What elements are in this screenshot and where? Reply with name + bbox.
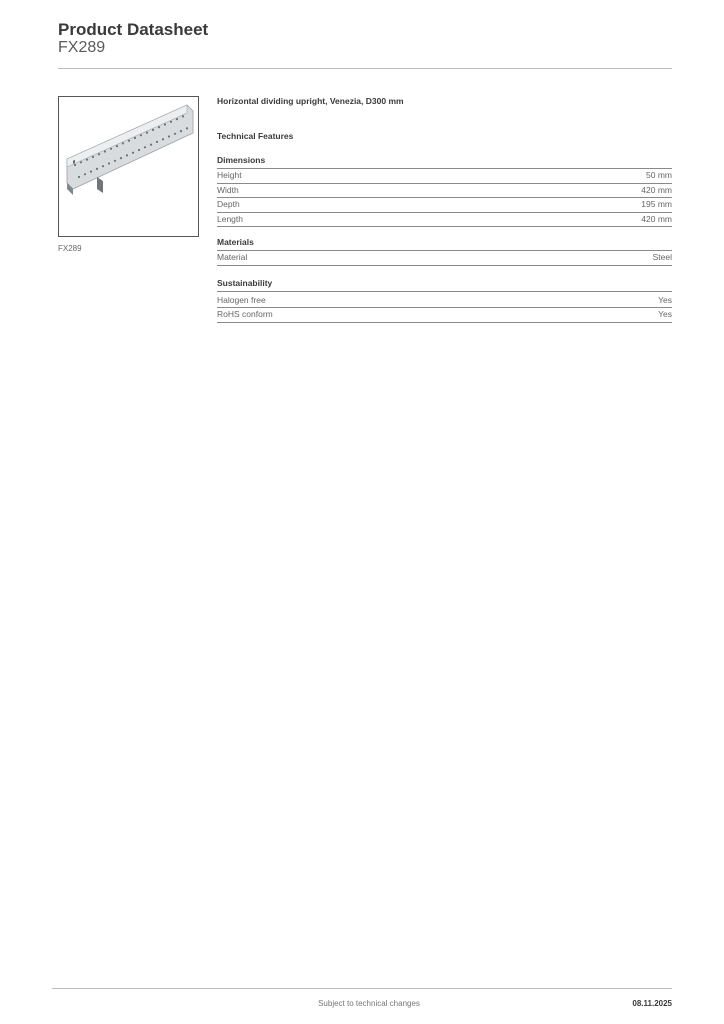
- row-label: Width: [217, 184, 239, 195]
- footer-note: Subject to technical changes: [318, 999, 420, 1008]
- table-row: [217, 308, 672, 323]
- technical-features-title: Technical Features: [217, 131, 294, 141]
- table-row: [217, 198, 672, 213]
- image-caption: FX289: [58, 244, 82, 253]
- row-label: RoHS conform: [217, 309, 273, 319]
- row-value: 420 mm: [641, 184, 672, 195]
- table-row: [217, 213, 672, 228]
- row-label: Material: [217, 252, 248, 262]
- row-label: Depth: [217, 199, 240, 209]
- bottom-divider: [52, 988, 672, 989]
- table-row: [217, 251, 672, 266]
- dimensions-section: [217, 155, 672, 227]
- footer-date: 08.11.2025: [632, 999, 672, 1008]
- section-title: Materials: [217, 237, 672, 251]
- row-value: 420 mm: [641, 213, 672, 224]
- section-title: Sustainability: [217, 278, 672, 292]
- sustainability-section: [217, 278, 672, 323]
- row-label: Halogen free: [217, 294, 266, 305]
- doc-subtitle: FX289: [58, 39, 106, 56]
- table-row: [217, 294, 672, 309]
- row-value: Yes: [658, 309, 672, 319]
- materials-section: [217, 237, 672, 266]
- row-label: Height: [217, 170, 242, 180]
- row-value: Yes: [658, 294, 672, 305]
- section-title: Dimensions: [217, 155, 672, 169]
- row-value: 195 mm: [641, 199, 672, 209]
- top-divider: [58, 68, 672, 69]
- product-image: [58, 96, 199, 237]
- row-value: 50 mm: [646, 170, 672, 180]
- row-label: Length: [217, 213, 243, 224]
- table-row: [217, 169, 672, 184]
- product-description: Horizontal dividing upright, Venezia, D300 mm: [217, 96, 404, 106]
- content: [217, 96, 672, 323]
- product-render-icon: [59, 97, 198, 236]
- row-value: Steel: [652, 252, 672, 262]
- doc-title: Product Datasheet: [58, 20, 209, 39]
- table-row: [217, 184, 672, 199]
